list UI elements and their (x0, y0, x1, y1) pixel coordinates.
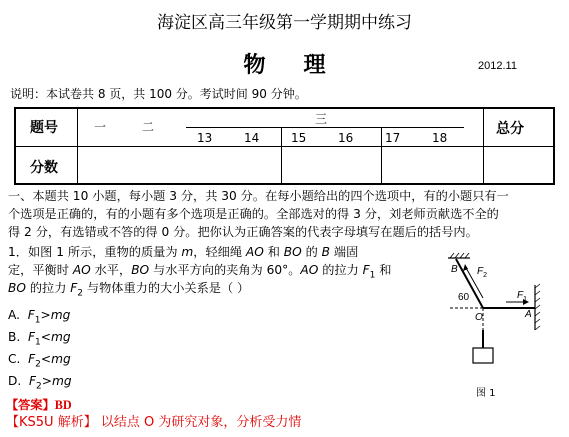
table-subheader-line (186, 127, 464, 128)
ceiling-hatch (450, 253, 469, 258)
section-line-1: 一、本题共 10 小题，每小题 3 分，共 30 分。在每小题给出的四个选项中，有的小题只有一 (8, 189, 509, 203)
sub-col-16: 16 (338, 131, 354, 145)
col-two: 二 (142, 120, 155, 134)
analysis-label: 【KS5U 解析】 (6, 415, 97, 430)
label-f2: $F_2$ (477, 266, 488, 279)
subject-title: 物理 (243, 52, 364, 78)
sub-col-15: 15 (291, 131, 307, 145)
analysis-line (6, 414, 301, 432)
table-col-divider (483, 109, 484, 183)
label-question-no: 题号 (30, 120, 58, 136)
sub-col-13: 13 (197, 131, 213, 145)
figure-1 (428, 250, 563, 400)
score-table (14, 107, 555, 185)
weight-box (473, 348, 493, 363)
answer-line (6, 397, 72, 414)
label-angle: 60 (458, 292, 470, 303)
question-line-2: 定，平衡时 AO 水平，BO 与水平方向的夹角为 60°。AO 的拉力 $F_1$ 和 (8, 263, 392, 281)
table-col-divider (281, 127, 282, 183)
exam-title: 海淀区高三年级第一学期期中练习 (157, 13, 412, 33)
answer-value: BD (54, 398, 72, 412)
section-line-3: 得 2 分，有选错或不答的得 0 分。把你认为正确答案的代表字母填写在题后的括号内。 (8, 225, 478, 239)
wall-hatch (535, 284, 540, 330)
sub-col-18: 18 (432, 131, 448, 145)
option-a[interactable]: A. $F_1>mg$ (8, 308, 71, 326)
option-b[interactable]: B. $F_1<mg$ (8, 330, 71, 348)
table-col-divider (381, 127, 382, 183)
answer-label: 【答案】 (6, 398, 55, 412)
label-b: B (451, 264, 458, 275)
label-total: 总分 (496, 121, 524, 137)
col-one: 一 (94, 120, 107, 134)
analysis-text: 以结点 O 为研究对象，分析受力情 (100, 415, 302, 430)
sub-col-14: 14 (244, 131, 260, 145)
exam-note: 说明：本试卷共 8 页，共 100 分。考试时间 90 分钟。 (10, 87, 307, 101)
option-c[interactable]: C. $F_2<mg$ (8, 352, 71, 370)
sub-col-17: 17 (385, 131, 401, 145)
exam-date: 2012.11 (478, 60, 517, 72)
option-d[interactable]: D. $F_2>mg$ (8, 374, 72, 392)
table-col-divider (77, 109, 78, 183)
section-line-2: 个选项是正确的，有的小题有多个选项是正确的。全部选对的得 3 分，刘老师贡献选不全的 (8, 207, 499, 221)
question-line-1: 1．如图 1 所示，重物的质量为 m，轻细绳 AO 和 BO 的 B 端固 (8, 245, 359, 259)
col-three: 三 (315, 112, 328, 126)
label-a: A (525, 309, 532, 320)
label-score: 分数 (30, 160, 58, 176)
figure-caption: 图 1 (476, 388, 496, 399)
question-line-3: BO 的拉力 $F_2$ 与物体重力的大小关系是（ ） (8, 281, 250, 299)
label-o: O (475, 312, 483, 323)
label-f1: $F_1$ (517, 290, 528, 303)
table-row-divider (16, 146, 553, 147)
